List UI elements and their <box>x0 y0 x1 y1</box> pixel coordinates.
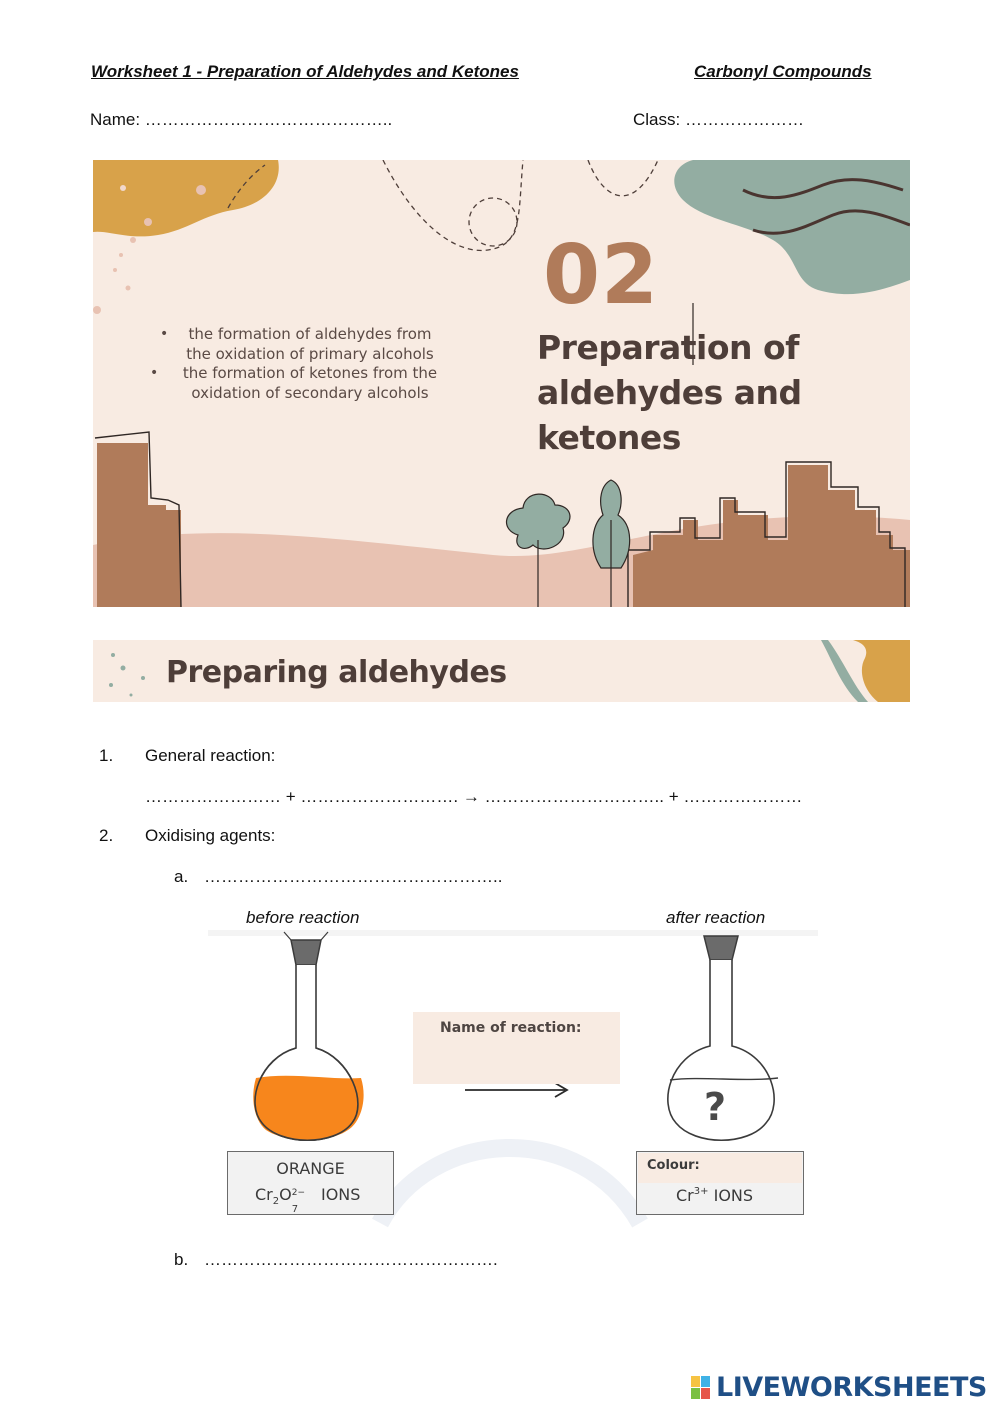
oxidising-agent-a-blank[interactable]: …………………………………………….. <box>204 867 503 886</box>
banner-title-line: ketones <box>537 418 681 457</box>
worksheet-title: Worksheet 1 - Preparation of Aldehydes and Ketones <box>91 62 519 81</box>
question-number: 1. <box>99 746 114 765</box>
banner-title-line: Preparation of <box>537 328 800 367</box>
dichromate-formula: $Cr_2O$ 2− 7 IONS <box>255 1185 361 1215</box>
chromium-ion-formula: $Cr^{3+}$ IONS <box>676 1186 754 1205</box>
banner-title-line: aldehydes and <box>537 373 802 412</box>
question-label: Oxidising agents: <box>145 826 276 845</box>
bullet-line: the formation of ketones from the <box>182 364 438 382</box>
name-field[interactable]: Name: …………………………………….. <box>90 110 393 129</box>
bullet-item: • the formation of aldehydes from the oxidation of primary alcohols <box>150 325 470 364</box>
oxidising-agent-b-blank[interactable]: ……………………………………………. <box>204 1250 498 1269</box>
unknown-colour-mark: ? <box>704 1085 727 1129</box>
banner-title <box>537 325 802 460</box>
before-reaction-label: before reaction <box>246 908 360 927</box>
answer-letter: b. <box>174 1250 189 1269</box>
answer-letter: a. <box>174 867 189 886</box>
reaction-name-label: Name of reaction: <box>440 1020 582 1036</box>
topic-title: Carbonyl Compounds <box>694 62 872 81</box>
bullet-line: the oxidation of primary alcohols <box>186 344 434 363</box>
question-number: 2. <box>99 826 114 845</box>
class-field[interactable]: Class: ………………… <box>633 110 804 129</box>
banner-bullets <box>150 325 470 403</box>
section-number: 02 <box>543 228 660 323</box>
question-label: General reaction: <box>145 746 276 765</box>
before-flask <box>253 932 363 1140</box>
section-title: Preparing aldehydes <box>166 655 507 690</box>
liveworksheets-logo-icon <box>691 1376 711 1400</box>
after-reaction-label: after reaction <box>666 908 766 927</box>
liveworksheets-logo: LIVEWORKSHEETS <box>716 1372 987 1403</box>
colour-label: Colour: <box>647 1158 700 1173</box>
colour-orange-text: ORANGE <box>276 1159 345 1178</box>
bullet-line: the formation of aldehydes from <box>188 325 432 343</box>
general-reaction-blanks[interactable]: …………………… + ………………………. → ………………………….. + ………………… <box>145 787 803 806</box>
bullet-line: oxidation of secondary alcohols <box>191 383 429 402</box>
bullet-item: • the formation of ketones from the oxidation of secondary alcohols <box>150 364 470 403</box>
